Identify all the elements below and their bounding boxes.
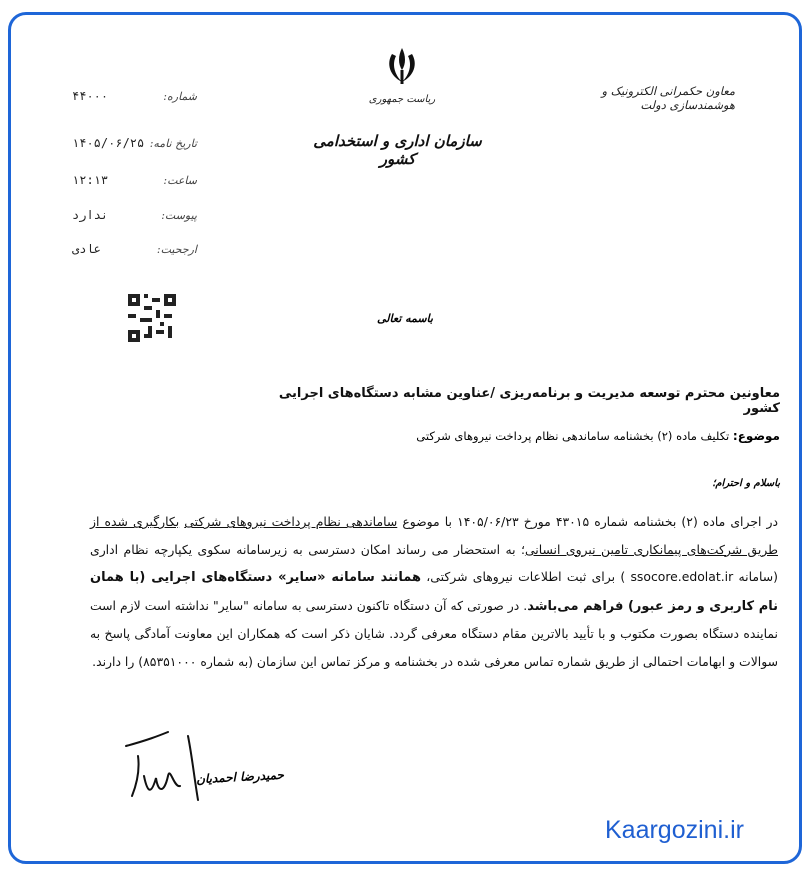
meta-attachment — [72, 208, 197, 222]
meta-priority-value: عادی — [72, 242, 101, 256]
subject-label: موضوع: — [732, 429, 780, 443]
letter-body — [90, 508, 778, 675]
meta-number — [72, 89, 197, 103]
greeting: باسلام و احترام؛ — [712, 478, 780, 489]
meta-time-value: ۱۲:۱۳ — [72, 173, 109, 187]
meta-date — [72, 136, 197, 150]
meta-attachment-value: ندارد — [72, 208, 109, 222]
subject — [300, 429, 780, 443]
qr-code-icon — [128, 294, 176, 342]
body-part-1: در اجرای ماده (۲) بخشنامه شماره ۴۳۰۱۵ مورخ ۱۴۰۵/۰۶/۲۳ با موضوع — [402, 514, 778, 529]
addressee: معاونین محترم توسعه مدیریت و برنامه‌ریزی /عناوین مشابه دستگاه‌های اجرایی کشور — [278, 386, 780, 416]
signature-name: حمیدرضا احمدیان — [195, 767, 285, 787]
body-part-1-underlined: ساماندهی نظام پرداخت نیروهای شرکتی — [184, 514, 398, 529]
body-part-3: . در صورتی که آن دستگاه تاکنون دسترسی به سامانه "سایر" نداشته است لازم است نماینده دستگاه بصورت مکتوب و با تأیید بالاترین مقام دستگاه معرفی گردد. شایان ذکر است که همکاران این معاونت آمادگی پاسخ به سوالات و ابهامات احتمالی از طریق شماره تماس معرفی شده در بخشنامه و مرکز تماس این سازمان (به شماره ۸۵۳۵۱۰۰۰) را دارند. — [90, 597, 778, 669]
salutation-top: باسمه تعالی — [377, 312, 433, 325]
meta-time-label: ساعت: — [163, 173, 197, 187]
iran-emblem-icon — [380, 44, 424, 88]
meta-number-label: شماره: — [163, 89, 197, 103]
deputy-title: معاون حکمرانی الکترونیک و هوشمندسازی دولت — [601, 84, 735, 112]
org-name: سازمان اداری و استخدامی کشور — [313, 132, 482, 168]
body-part-2-bold: همانند سامانه «سایر» دستگاه‌های اجرایی (با همان نام کاربری و رمز عبور) فراهم می‌باشد — [90, 570, 778, 614]
body-part-2: ؛ به استحضار می رساند امکان دسترسی به زیرسامانه سکوی یکپارچه نظام اداری (سامانه ssocore.edolat.ir ) برای ثبت اطلاعات نیروهای شرکتی، — [90, 541, 778, 584]
meta-priority-label: ارجحیت: — [156, 242, 197, 256]
signature-image — [118, 726, 218, 806]
meta-priority — [72, 242, 197, 256]
body-part-2-underlined: بکارگیری شده از طریق شرکت‌های پیمانکاری تامین نیروی انسانی — [90, 514, 778, 557]
watermark: Kaargozini.ir — [605, 816, 744, 844]
presidency-label: ریاست جمهوری — [368, 94, 436, 105]
subject-text: تکلیف ماده (۲) بخشنامه ساماندهی نظام پرداخت نیروهای شرکتی — [416, 429, 730, 443]
meta-date-value: ۱۴۰۵/۰۶/۲۵ — [72, 136, 145, 150]
meta-date-label: تاریخ نامه: — [149, 136, 197, 150]
meta-number-value: ۴۴۰۰۰ — [72, 89, 109, 103]
meta-time — [72, 173, 197, 187]
meta-attachment-label: پیوست: — [161, 208, 197, 222]
